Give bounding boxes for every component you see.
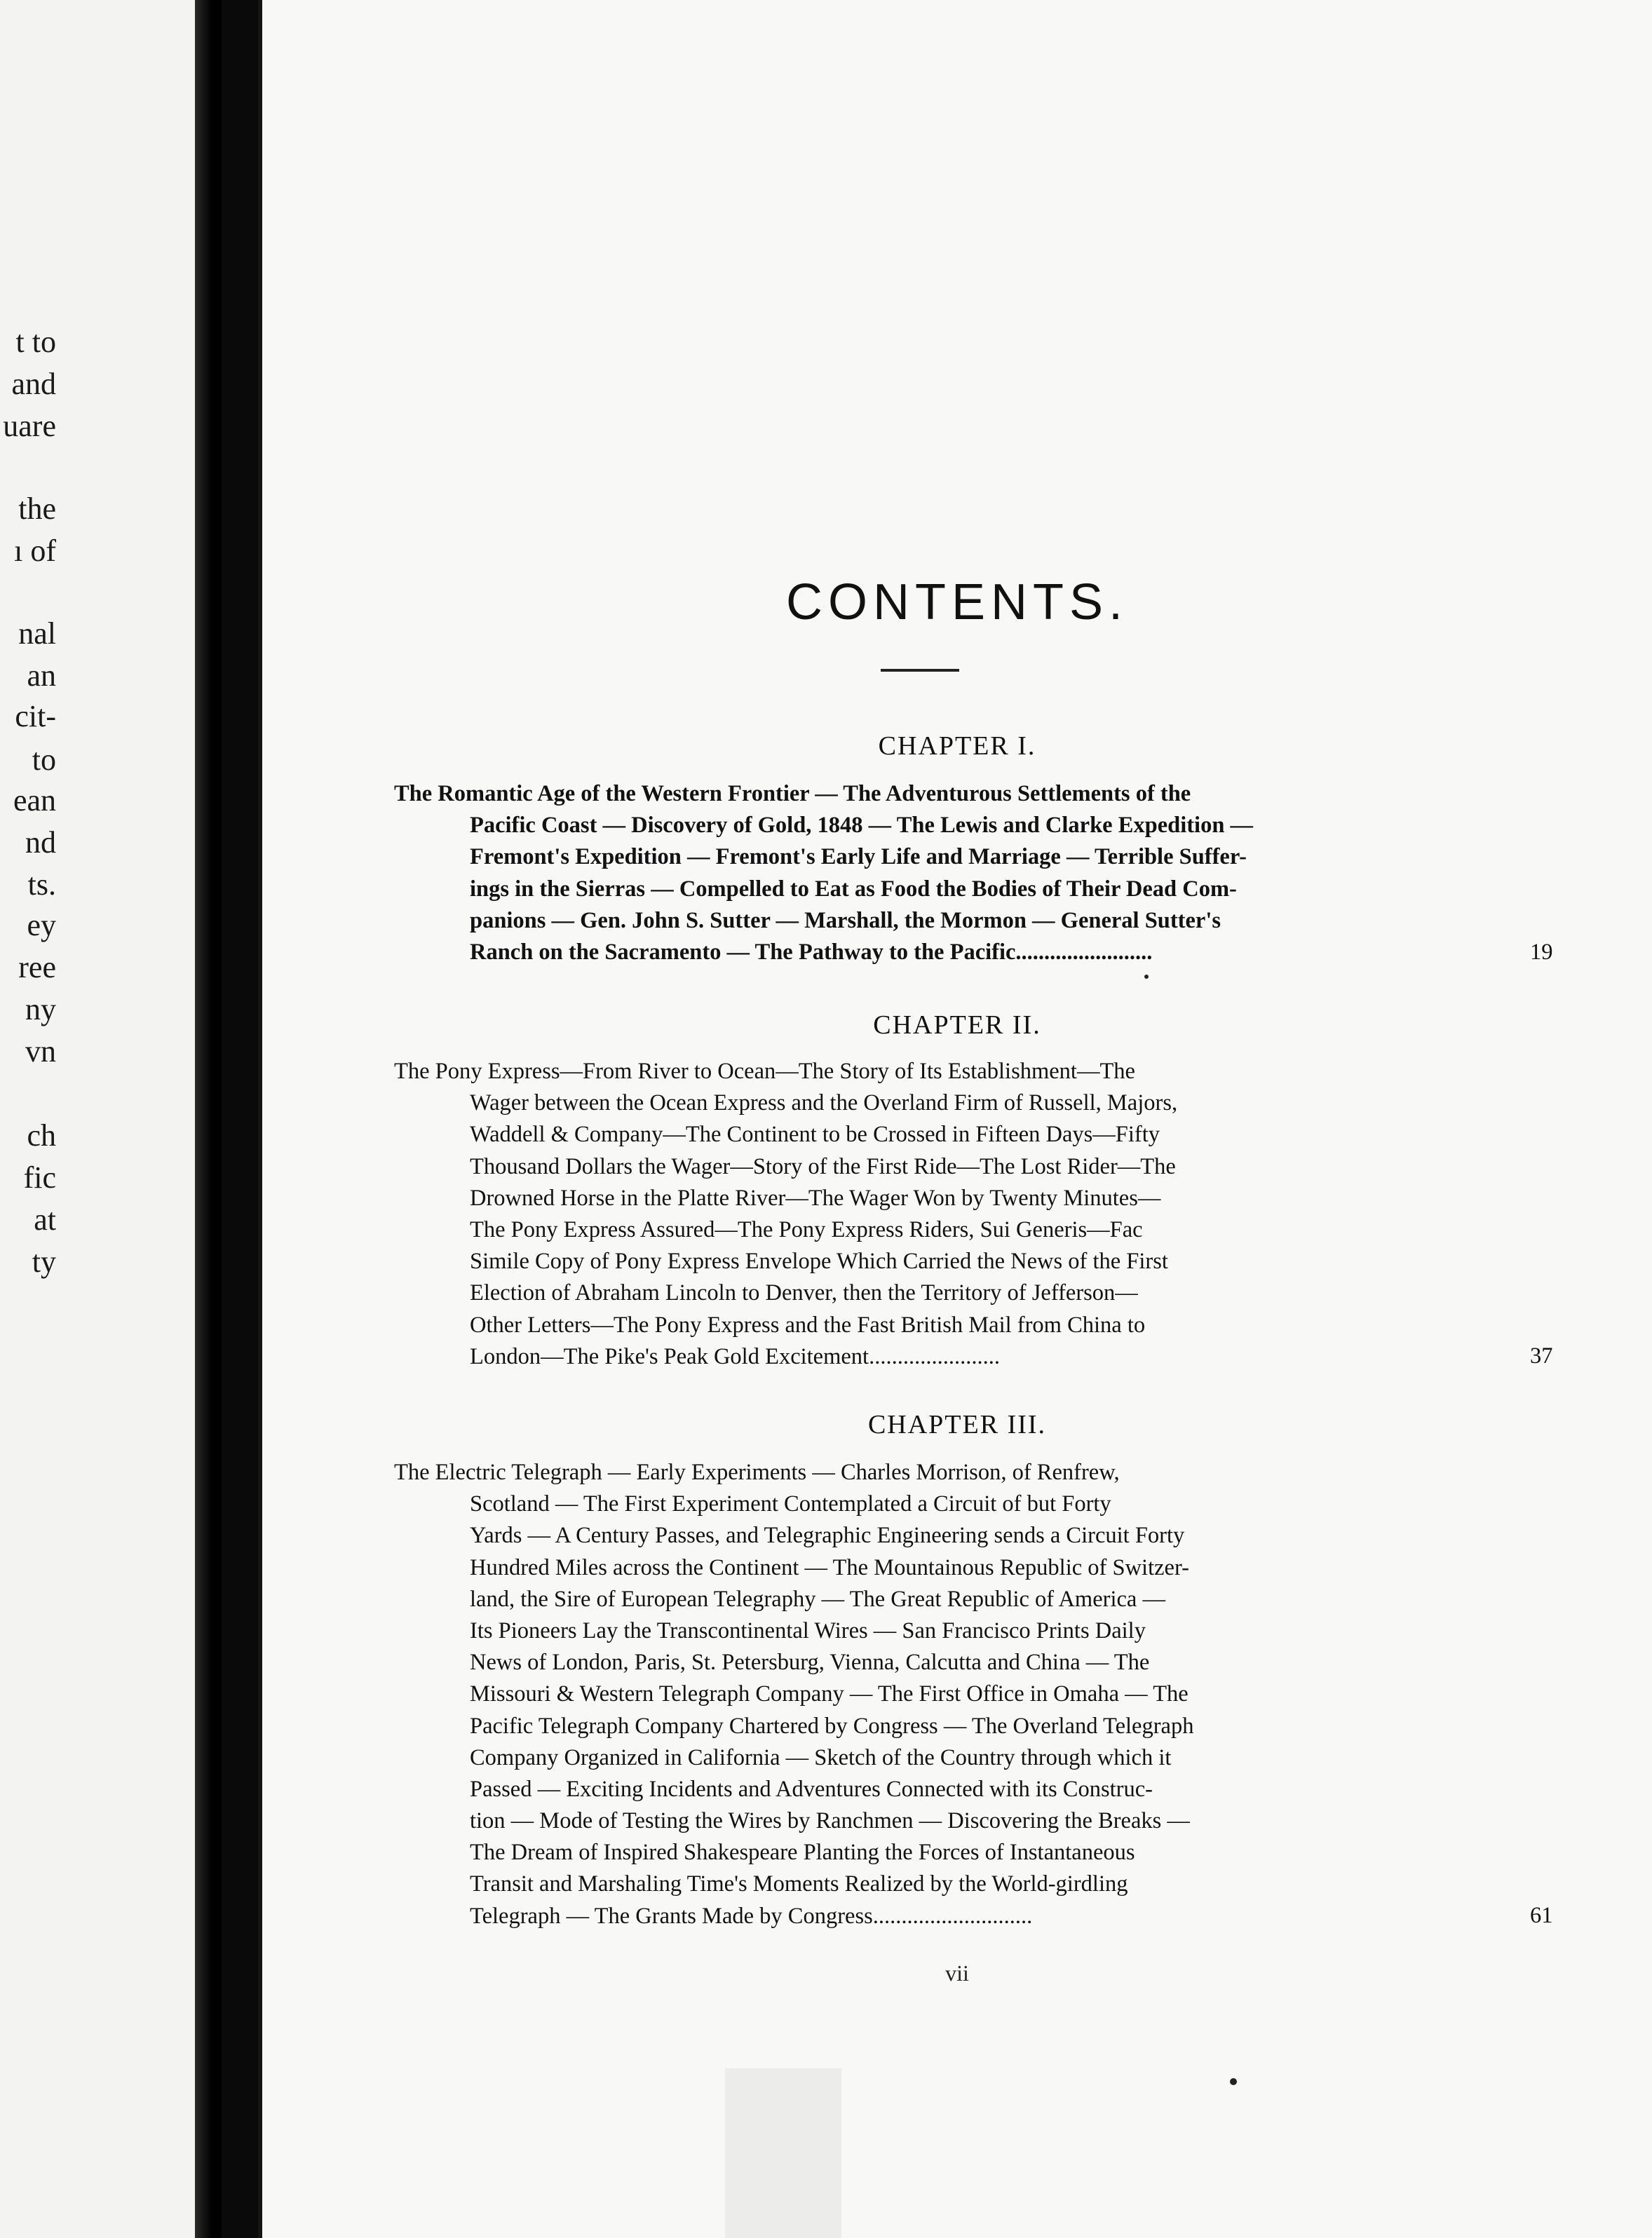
page-title: CONTENTS. [785,574,1128,630]
left-page-fragment: ey [27,908,56,942]
chapter-entry [394,1056,1553,1373]
left-page-fragment: nd [25,825,56,860]
entry-line: Its Pioneers Lay the Transcontinental Wires — San Francisco Prints Daily [470,1618,1146,1643]
entry-line: Missouri & Western Telegraph Company — The First Office in Omaha — The [470,1681,1189,1707]
entry-line: Wager between the Ocean Express and the Overland Firm of Russell, Majors, [470,1090,1178,1116]
left-page-fragment: to [32,742,56,777]
entry-line: Transit and Marshaling Time's Moments Realized by the World-girdling [470,1871,1128,1897]
left-page-fragment: ean [13,783,56,818]
page-number: 37 [1530,1343,1553,1369]
left-page-fragment: ch [27,1118,56,1153]
left-page-fragment: at [34,1202,56,1237]
title-rule [881,669,959,672]
folio-page-number: vii [945,1960,969,1986]
entry-line: Drowned Horse in the Platte River—The Wager Won by Twenty Minutes— [470,1185,1161,1211]
entry-line: tion — Mode of Testing the Wires by Ranchmen — Discovering the Breaks — [470,1808,1190,1834]
entry-line: panions — Gen. John S. Sutter — Marshall, the Mormon — General Sutter's [470,907,1221,933]
left-page-fragment: ı of [14,534,56,568]
ink-speck [1144,975,1149,979]
chapter-heading: CHAPTER I. [878,731,1036,761]
entry-line: Telegraph — The Grants Made by Congress............................ [470,1903,1033,1929]
entry-line: News of London, Paris, St. Petersburg, Vienna, Calcutta and China — The [470,1650,1150,1676]
entry-line: Other Letters—The Pony Express and the Fast British Mail from China to [470,1312,1146,1338]
entry-line: Scotland — The First Experiment Contemplated a Circuit of but Forty [470,1491,1111,1517]
ink-speck [1230,2078,1237,2085]
left-page-fragment: t to [15,325,56,359]
left-page-fragment: ny [25,992,56,1026]
page-number: 19 [1530,940,1553,965]
left-page-fragment: ts. [27,867,56,902]
entry-line: Company Organized in California — Sketch of the Country through which it [470,1744,1172,1770]
entry-line: Waddell & Company—The Continent to be Crossed in Fifteen Days—Fifty [470,1122,1160,1148]
chapter-entry [394,778,1553,968]
page-number: 61 [1530,1903,1553,1928]
contents-page [258,0,1652,2238]
entry-line: The Pony Express Assured—The Pony Express Riders, Sui Generis—Fac [470,1216,1143,1242]
left-page-fragment: the [18,491,56,526]
left-page-fragment: vn [25,1034,56,1069]
entry-line: Pacific Telegraph Company Chartered by Congress — The Overland Telegraph [470,1713,1194,1739]
left-page-fragment: fic [23,1160,56,1195]
entry-line: Ranch on the Sacramento — The Pathway to the Pacific........................ [470,939,1153,965]
scan-smudge [725,2068,841,2238]
book-binding-gutter [195,0,223,2238]
left-page-fragment: uare [3,409,56,443]
chapter-heading: CHAPTER II. [873,1010,1041,1040]
left-facing-page [0,0,195,2238]
entry-line: London—The Pike's Peak Gold Excitement....................... [470,1343,1000,1369]
entry-line: The Dream of Inspired Shakespeare Planting the Forces of Instantaneous [470,1840,1135,1866]
entry-line: ings in the Sierras — Compelled to Eat as Food the Bodies of Their Dead Com- [470,876,1237,902]
entry-line: Pacific Coast — Discovery of Gold, 1848 — The Lewis and Clarke Expedition — [470,813,1254,839]
left-page-fragment: ty [32,1245,56,1279]
entry-line: The Pony Express—From River to Ocean—The Story of Its Establishment—The [394,1059,1135,1084]
entry-line: Yards — A Century Passes, and Telegraphic Engineering sends a Circuit Forty [470,1523,1185,1549]
entry-line: Simile Copy of Pony Express Envelope Which Carried the News of the First [470,1249,1168,1275]
entry-line: The Electric Telegraph — Early Experiments — Charles Morrison, of Renfrew, [394,1460,1120,1485]
left-page-fragment: an [27,658,56,693]
left-page-fragment: and [11,367,56,401]
left-page-fragment: cit- [15,699,56,733]
chapter-entry [394,1457,1553,1932]
left-page-fragment: nal [18,616,56,651]
chapter-heading: CHAPTER III. [867,1410,1047,1439]
entry-line: Hundred Miles across the Continent — The Mountainous Republic of Switzer- [470,1554,1189,1580]
entry-line: Thousand Dollars the Wager—Story of the First Ride—The Lost Rider—The [470,1153,1176,1179]
entry-line: Passed — Exciting Incidents and Adventures Connected with its Construc- [470,1776,1153,1802]
entry-line: Fremont's Expedition — Fremont's Early Life and Marriage — Terrible Suffer- [470,844,1247,870]
binding-shadow [222,0,258,2238]
entry-line: The Romantic Age of the Western Frontier — The Adventurous Settlements of the [394,781,1191,806]
entry-line: Election of Abraham Lincoln to Denver, then the Territory of Jefferson— [470,1280,1138,1306]
entry-line: land, the Sire of European Telegraphy — The Great Republic of America — [470,1586,1165,1612]
left-page-fragment: ree [18,950,56,984]
